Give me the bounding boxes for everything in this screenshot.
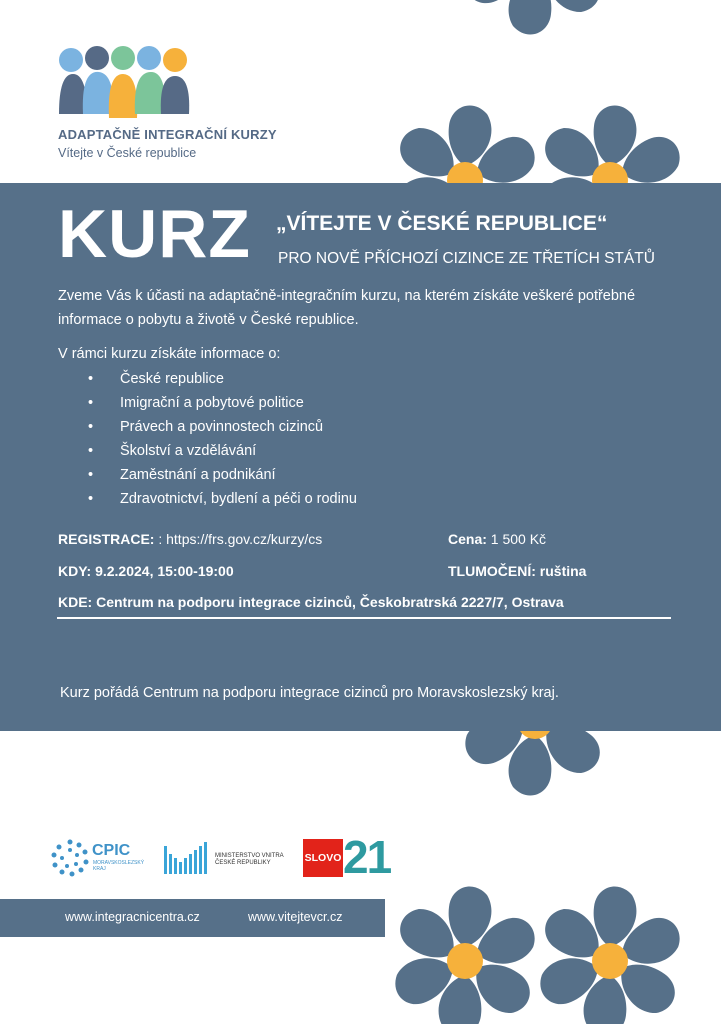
- list-item: • Zaměstnání a podnikání: [100, 463, 357, 487]
- logo-people-icon: [55, 44, 195, 124]
- organizer-note: Kurz pořádá Centrum na podporu integrace cizinců pro Moravskoslezský kraj.: [60, 685, 559, 701]
- registration-label: REGISTRACE:: [58, 531, 155, 547]
- course-subtitle: PRO NOVĚ PŘÍCHOZÍ CIZINCE ZE TŘETÍCH STÁTŮ: [278, 250, 655, 267]
- date-row: KDY: 9.2.2024, 15:00-19:00: [58, 563, 234, 579]
- logo-title: ADAPTAČNĚ INTEGRAČNÍ KURZY: [58, 127, 277, 142]
- link-vitejtevcr[interactable]: www.vitejtevcr.cz: [248, 910, 343, 924]
- divider: [57, 617, 671, 619]
- cpic-name: CPIC: [92, 842, 131, 859]
- place-row: KDE: Centrum na podporu integrace cizinců, Českobratrská 2227/7, Ostrava: [58, 594, 564, 610]
- price-label: Cena:: [448, 531, 487, 547]
- ministry-logo-icon: [164, 840, 210, 876]
- flower-pattern-bottom: [380, 731, 721, 1024]
- kurz-heading: KURZ: [58, 196, 251, 272]
- cpic-logo-icon: [50, 838, 90, 878]
- list-item: • Právech a povinnostech cizinců: [100, 415, 357, 439]
- ministry-name: MINISTERSTVO VNITRA ČESKÉ REPUBLIKY: [215, 853, 284, 866]
- interpreter-value: ruština: [535, 563, 587, 579]
- registration-row: [58, 531, 322, 547]
- flower-icon: [387, 105, 542, 183]
- registration-link[interactable]: : https://frs.gov.cz/kurzy/cs: [154, 531, 323, 547]
- topic-list: [100, 367, 357, 511]
- list-item: • Školství a vzdělávání: [100, 439, 357, 463]
- flower-icon: [532, 886, 687, 1024]
- flower-pattern-top: [380, 0, 721, 183]
- intro-paragraph: Zveme Vás k účasti na adaptačně-integračním kurzu, na kterém získáte veškeré potřebné informace o pobytu a životě v České republice.: [58, 288, 636, 328]
- slovo-number: 21: [343, 831, 391, 883]
- list-intro: V rámci kurzu získáte informace o:: [58, 346, 281, 362]
- flower-icon: [532, 105, 687, 183]
- interpreter-row: [448, 563, 586, 579]
- logo-subtitle: Vítejte v České republice: [58, 146, 197, 160]
- price-value: 1 500 Kč: [486, 531, 547, 547]
- flower-icon: [457, 731, 612, 796]
- price-row: [448, 531, 546, 547]
- flower-icon: [457, 0, 612, 35]
- interpreter-label: TLUMOČENÍ:: [448, 563, 536, 579]
- flower-icon: [387, 886, 542, 1024]
- course-title: „VÍTEJTE V ČESKÉ REPUBLICE“: [276, 212, 608, 235]
- list-item: • Imigrační a pobytové politice: [100, 391, 357, 415]
- link-integracnicentra[interactable]: www.integracnicentra.cz: [65, 910, 200, 924]
- cpic-subtitle: MORAVSKOSLEZSKÝ KRAJ: [93, 860, 145, 872]
- list-item: • České republice: [100, 367, 357, 391]
- list-item: • Zdravotnictví, bydlení a péči o rodinu: [100, 487, 357, 511]
- slovo-label: SLOVO: [303, 839, 343, 877]
